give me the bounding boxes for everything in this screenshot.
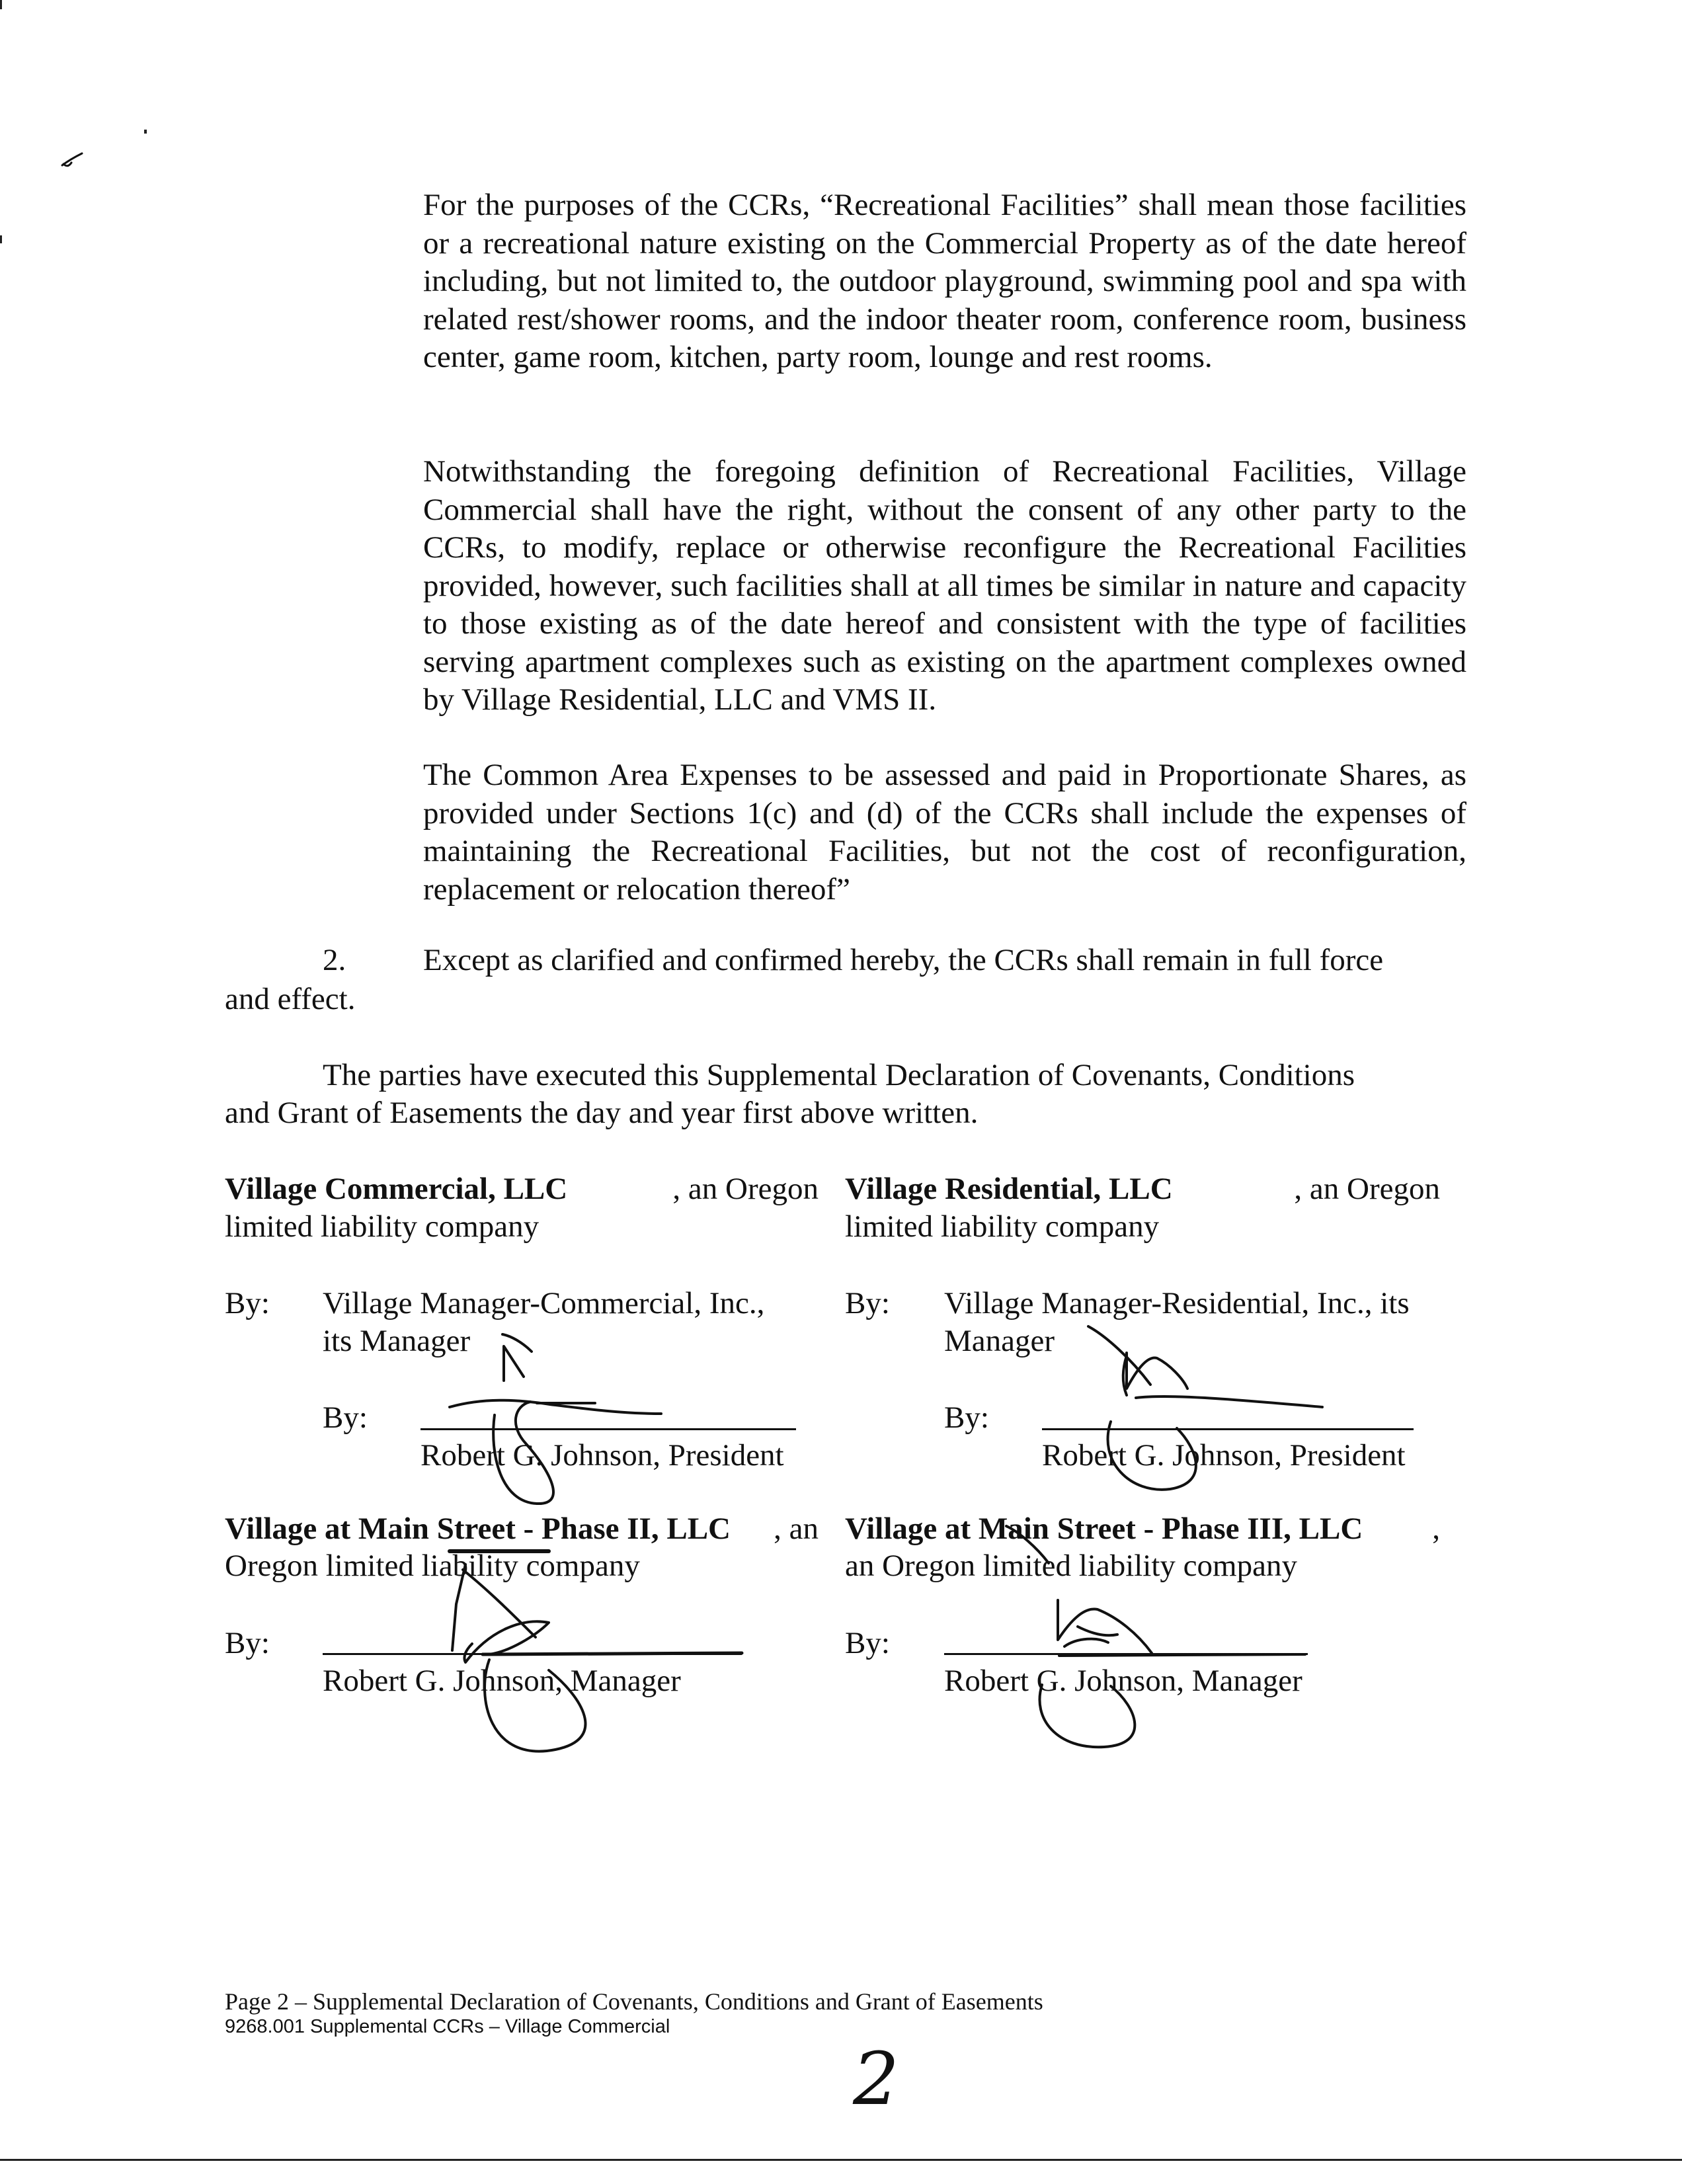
- section-2-line-1: Except as clarified and confirmed hereby, the CCRs shall remain in full force: [423, 943, 1384, 977]
- entity-type: limited liability company: [845, 1209, 1160, 1244]
- scan-speck: [0, 235, 2, 243]
- entity-type: an Oregon limited liability company: [845, 1549, 1297, 1583]
- footer-page-title: Page 2 – Supplemental Declaration of Covenants, Conditions and Grant of Easements: [225, 1988, 1043, 2015]
- sub-by-label: By:: [944, 1400, 989, 1435]
- manager-line-1: Village Manager-Commercial, Inc.,: [323, 1286, 765, 1320]
- entity-suffix: , an Oregon: [1294, 1172, 1440, 1206]
- recreational-facilities-definition: For the purposes of the CCRs, “Recreational Facilities” shall mean those facilities or a recreational nature existing on the Commercial Property as of the date hereof including, but not limited to, the outdoor playground, swimming pool and spa with related rest/shower rooms, and the indoor theater room, conference room, business center, game room, kitchen, party room, lounge and rest rooms.: [423, 188, 1466, 374]
- entity-name-line: [845, 1170, 1440, 1208]
- scan-speck: [0, 0, 2, 9]
- sub-by-label: By:: [323, 1400, 368, 1435]
- entity-suffix: , an Oregon: [672, 1172, 819, 1206]
- entity-name: Village at Main Street - Phase II, LLC: [225, 1512, 731, 1546]
- signer-name: Robert G. Johnson, Manager: [944, 1664, 1302, 1698]
- notwithstanding-paragraph: Notwithstanding the foregoing definition of Recreational Facilities, Village Commercial shall have the right, without the consent of any other party to the CCRs, to modify, replace or otherwise reconfigure the Recreational Facilities provided, however, such facilities shall at all times be similar in nature and capacity to those existing as of the date hereof and consistent with the type of facilities serving apartment complexes such as existing on the apartment complexes owned by Village Residential, LLC and VMS II.: [423, 454, 1466, 717]
- by-label: By:: [845, 1286, 890, 1320]
- manager-line-2: Manager: [944, 1324, 1055, 1358]
- by-label: By:: [225, 1626, 270, 1660]
- entity-suffix: , an: [774, 1512, 819, 1546]
- footer-document-reference: 9268.001 Supplemental CCRs – Village Commercial: [225, 2016, 670, 2037]
- signer-name: Robert G. Johnson, Manager: [323, 1664, 681, 1698]
- section-number: 2.: [323, 943, 346, 977]
- scan-mark-icon: [60, 151, 86, 171]
- entity-name-line: [225, 1170, 819, 1208]
- execution-statement-line-1: The parties have executed this Supplemental Declaration of Covenants, Conditions: [323, 1058, 1355, 1092]
- manager-line-1: Village Manager-Residential, Inc., its: [944, 1286, 1410, 1320]
- entity-type: limited liability company: [225, 1209, 540, 1244]
- entity-type: Oregon limited liability company: [225, 1549, 640, 1583]
- signer-name: Robert G. Johnson, President: [1042, 1438, 1406, 1473]
- entity-name: Village at Main Street - Phase III, LLC: [845, 1512, 1363, 1546]
- section-2-line-2: and effect.: [225, 982, 356, 1016]
- entity-suffix: ,: [1432, 1512, 1440, 1546]
- execution-statement-line-2: and Grant of Easements the day and year first above written.: [225, 1096, 979, 1130]
- handwritten-signature-icon: [1058, 1316, 1336, 1508]
- signer-name: Robert G. Johnson, President: [421, 1438, 784, 1473]
- common-area-expenses-paragraph: The Common Area Expenses to be assessed and paid in Proportionate Shares, as provided under Sections 1(c) and (d) of the CCRs shall include the expenses of maintaining the Recreational Facilities, but not the cost of reconfiguration, replacement or relocation thereof”: [423, 758, 1466, 907]
- scan-speck: [144, 130, 147, 134]
- handwritten-signature-icon: [450, 1512, 754, 1776]
- handwritten-page-number: 2: [853, 2037, 899, 2121]
- scan-edge-line: [0, 2159, 1682, 2161]
- by-label: By:: [845, 1626, 890, 1660]
- entity-name: Village Residential, LLC: [845, 1172, 1173, 1206]
- entity-name: Village Commercial, LLC: [225, 1172, 568, 1206]
- manager-line-2: its Manager: [323, 1324, 471, 1358]
- handwritten-signature-icon: [979, 1521, 1309, 1759]
- by-label: By:: [225, 1286, 270, 1320]
